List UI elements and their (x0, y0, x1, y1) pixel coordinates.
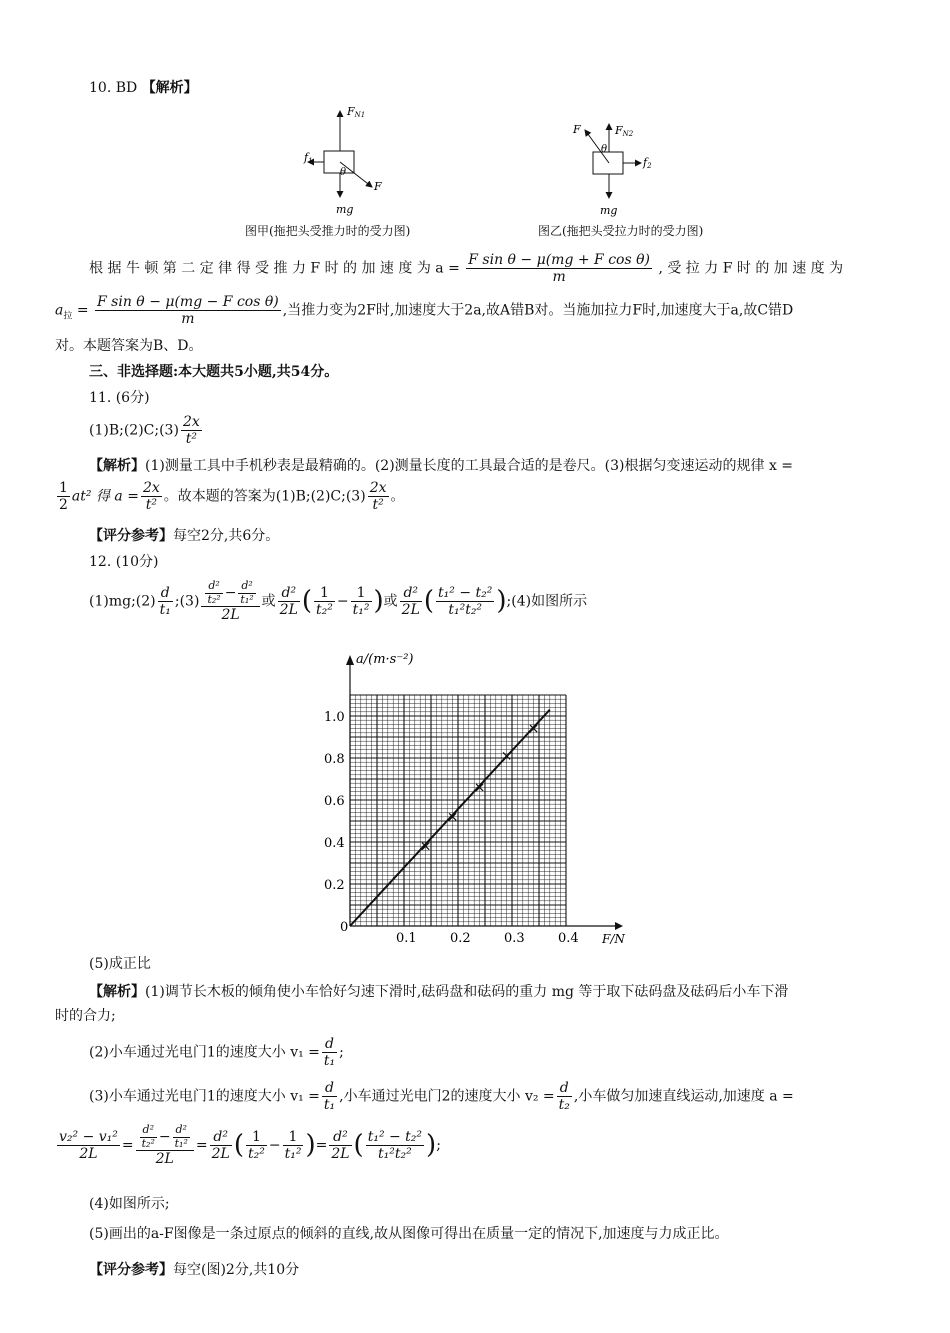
mg2-label: mg (600, 204, 618, 217)
y-axis-label: a/(m·s⁻²) (356, 652, 414, 667)
mg1-label: mg (336, 203, 354, 216)
q11-pingfen: 【评分参考】每空2分,共6分。 (89, 528, 280, 544)
y-tick-label: 0.2 (324, 878, 345, 893)
y-tick-label: 0.4 (324, 836, 345, 851)
q11-jiexi1: 【解析】(1)测量工具中手机秒表是最精确的。(2)测量长度的工具最合适的是卷尺。(3)根据匀变速运动的规律 x = (89, 458, 794, 474)
q12-jiexi3-eq: $\frac{\text{v₂² − v₁²}}{2L}$ = $\frac{\text{d²}}{\text{t₂²}}$ − $\frac{\text{d²}}{\text{t₁²}}$ 2L = $\frac{\text{d²}}{2L}$ ( $\frac{1}{\text{t₂²}}$ − $\frac{1}{\text{t₁²}}$ )= $\frac{\text{d²}}{2L}$ ( $\frac{\text{t₁² − t₂²}}{\text{t₁²t₂²}}$ ); (59, 1123, 441, 1168)
q12-jiexi4: (4)如图所示; (89, 1196, 170, 1212)
q10-line1: 根 据 牛 顿 第 二 定 律 得 受 推 力 F 时 的 加 速 度 为 a = $\frac{\text{F sin θ − μ(mg + F cos θ)}}{m}$ , 受 拉 力 F 时 的 加 速 度 为 (89, 252, 844, 286)
q12-answer: (1)mg;(2) $\frac{d}{\text{t₁}}$ ;(3) $\frac{\text{d²}}{\text{t₂²}}$ − $\frac{\text{d²}}{\text{t₁²}}$ 2L 或 $\frac{\text{d²}}{2L}$ ( $\frac{1}{\text{t₂²}}$ − $\frac{1}{\text{t₁²}}$ )或 $\frac{\text{d²}}{2L}$ ( $\frac{\text{t₁² − t₂²}}{\text{t₁²t₂²}}$ );(4)如图所示 (89, 579, 588, 624)
q10-line3: 对。本题答案为B、D。 (55, 338, 203, 354)
y-tick-label: 0.8 (324, 752, 345, 767)
chart-points (350, 710, 550, 926)
fit-line (350, 710, 550, 926)
q12-jiexi2: (2)小车通过光电门1的速度大小 v₁ = $\frac{d}{\text{t₁}}$ ; (89, 1036, 344, 1070)
q10-line2: $a_拉$ = $\frac{\text{F sin θ − μ(mg − F cos θ)}}{m}$ ,当推力变为2F时,加速度大于2a,故A错B对。当施加拉力F时,加速度大于a,故C错D (55, 294, 794, 328)
q12-ans5: (5)成正比 (89, 956, 151, 972)
x-tick-label: 0.1 (396, 931, 417, 946)
force-diagram-push (290, 105, 410, 220)
f1-label: f1 (304, 151, 313, 165)
x-tick-label: 0.3 (504, 931, 525, 946)
q12-jiexi3: (3)小车通过光电门1的速度大小 v₁ = $\frac{d}{\text{t₁}}$ ,小车通过光电门2的速度大小 v₂ = $\frac{d}{\text{t₂}}$ ,小车做匀加速直线运动,加速度 a = (89, 1080, 794, 1114)
q11-answer: (1)B;(2)C;(3) $\frac{2x}{\text{t²}}$ (89, 414, 200, 448)
fn2-label: FN2 (615, 124, 634, 138)
q11-jiexi2: $\frac{1}{2}$ at² 得 a = $\frac{2x}{\text{t²}}$ 。故本题的答案为(1)B;(2)C;(3) $\frac{2x}{\text{t²}}$ 。 (59, 480, 405, 514)
f2-label: f2 (643, 156, 652, 170)
x-tick-label: 0.4 (558, 931, 579, 946)
q10-header: 10. BD 【解析】 (89, 80, 198, 96)
force-diagram-pull (565, 120, 675, 220)
theta2-label: θ (601, 144, 608, 155)
fn1-label: FN1 (347, 105, 366, 119)
y-tick-label: 0.6 (324, 794, 345, 809)
origin-label: 0 (340, 920, 349, 935)
q12-pingfen: 【评分参考】每空(图)2分,共10分 (89, 1262, 300, 1278)
x-axis-label: F/N (602, 932, 625, 946)
y-tick-label: 1.0 (324, 710, 345, 725)
fig2-caption: 图乙(拖把头受拉力时的受力图) (538, 224, 704, 238)
q12-header: 12. (10分) (89, 554, 159, 570)
q12-jiexi1b: 时的合力; (55, 1008, 116, 1024)
x-tick-label: 0.2 (450, 931, 471, 946)
F1-label: F (374, 180, 382, 193)
q11-header: 11. (6分) (89, 390, 150, 406)
y-axis-arrow (346, 655, 354, 665)
section3-heading: 三、非选择题:本大题共5小题,共54分。 (89, 364, 339, 380)
x-axis-arrow (615, 922, 623, 930)
theta1-label: θ (340, 167, 347, 178)
fig1-caption: 图甲(拖把头受推力时的受力图) (245, 224, 411, 238)
q12-jiexi5: (5)画出的a-F图像是一条过原点的倾斜的直线,故从图像可得出在质量一定的情况下,加速度与力成正比。 (89, 1226, 729, 1242)
q12-jiexi1: 【解析】(1)调节长木板的倾角使小车恰好匀速下滑时,砝码盘和砝码的重力 mg 等于取下砝码盘及砝码后小车下滑 (89, 984, 789, 1000)
F2-label: F (573, 123, 581, 136)
a-F-chart (320, 645, 640, 950)
